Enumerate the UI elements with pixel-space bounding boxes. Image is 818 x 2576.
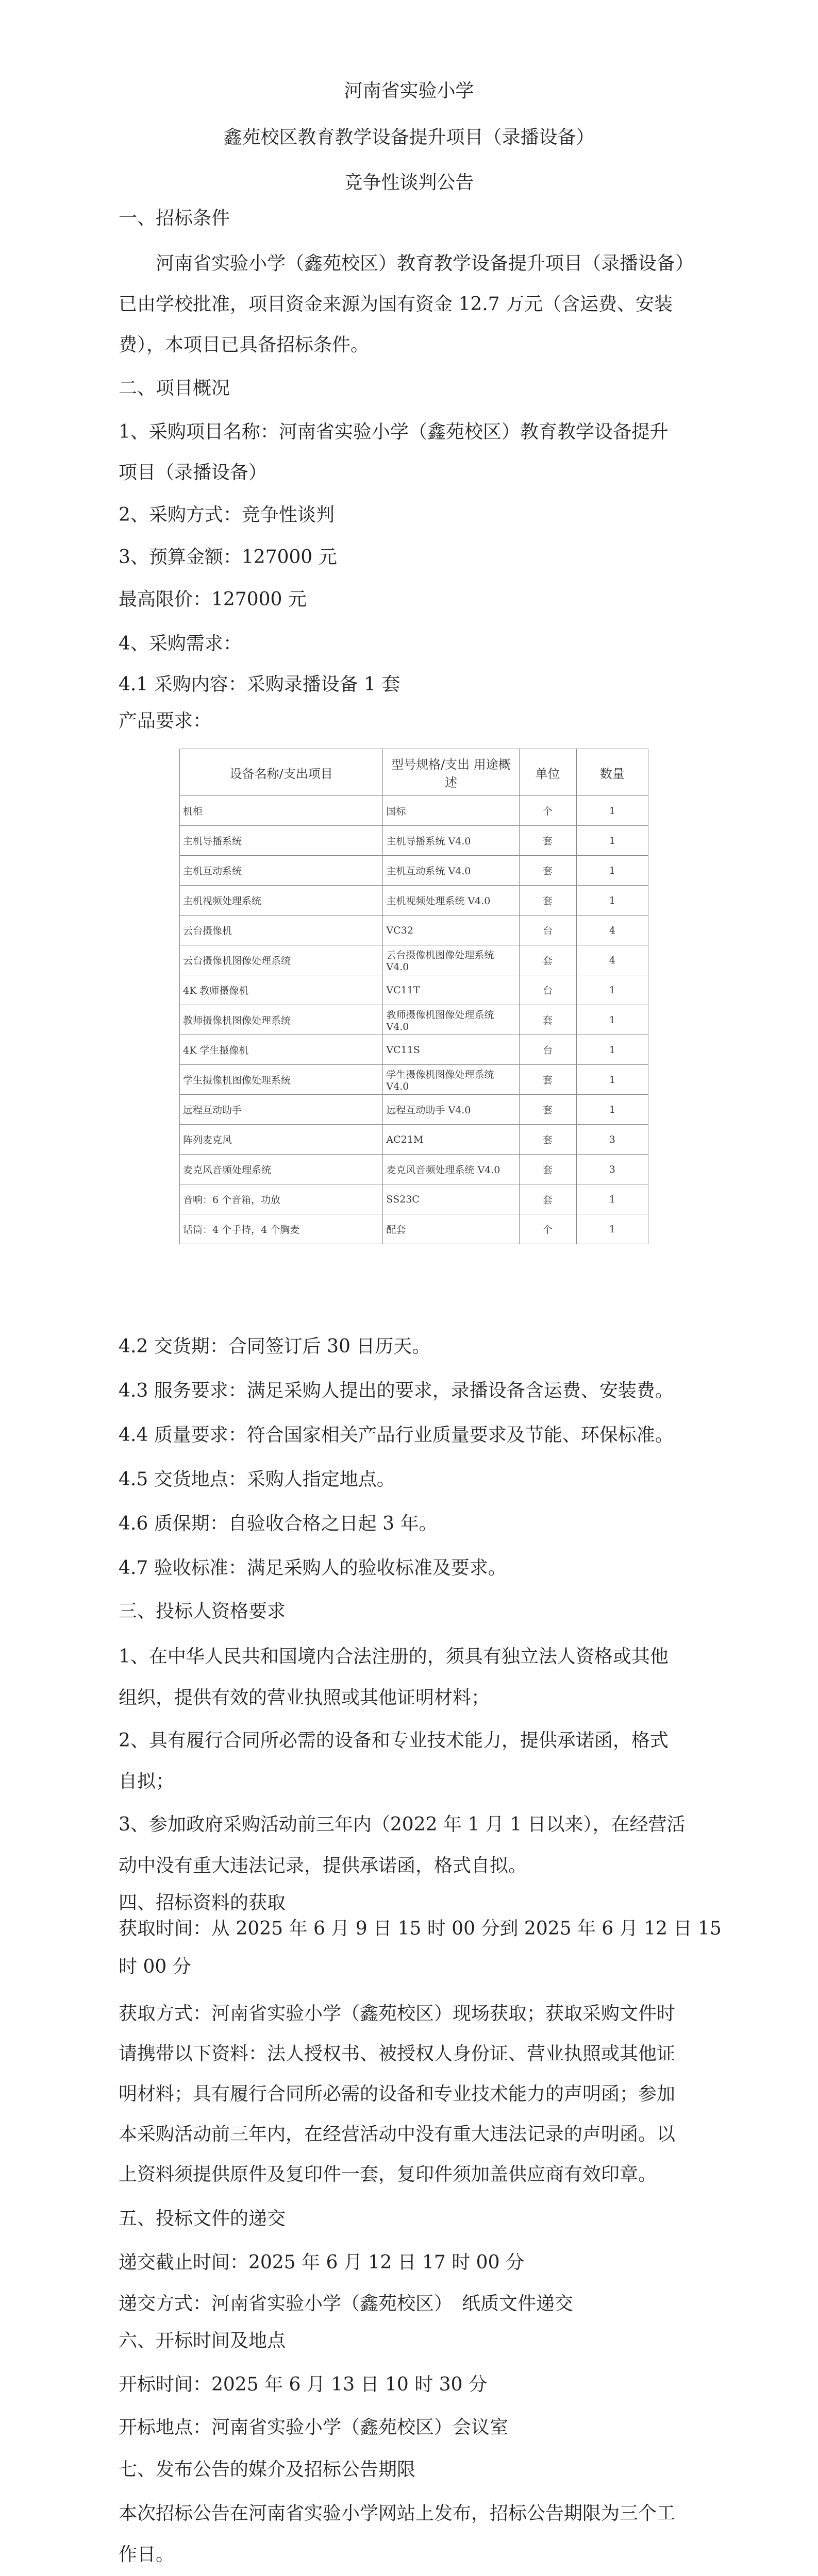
table-cell: 台	[519, 916, 576, 945]
table-row	[180, 1184, 648, 1214]
table-cell: 套	[519, 1095, 576, 1125]
table-header-row	[180, 749, 648, 796]
obtain-way-line-1: 获取方式：河南省实验小学（鑫苑校区）现场获取；获取采购文件时	[119, 2003, 676, 2024]
table-cell: 套	[519, 1125, 576, 1155]
section-heading-bid-opening: 六、开标时间及地点	[119, 2330, 286, 2351]
table-cell: 远程互动助手 V4.0	[383, 1095, 519, 1125]
table-cell: 配套	[383, 1214, 519, 1244]
table-cell: 学生摄像机图像处理系统 V4.0	[383, 1065, 519, 1095]
table-row	[180, 796, 648, 826]
table-row	[180, 826, 648, 856]
table-cell: 机柜	[180, 796, 383, 826]
table-row	[180, 886, 648, 916]
table-header-cell: 数量	[576, 749, 648, 796]
table-header-cell: 型号规格/支出 用途概述	[383, 749, 519, 796]
table-row	[180, 975, 648, 1005]
table-row	[180, 1065, 648, 1095]
table-cell: 麦克风音频处理系统 V4.0	[383, 1155, 519, 1184]
delivery-place: 4.5 交货地点：采购人指定地点。	[119, 1469, 395, 1490]
table-cell: 个	[519, 796, 576, 826]
table-cell: 3	[576, 1155, 648, 1184]
product-requirements-label: 产品要求：	[119, 710, 212, 732]
section-heading-project-overview: 二、项目概况	[119, 378, 230, 399]
table-row	[180, 1035, 648, 1065]
table-cell: 个	[519, 1214, 576, 1244]
table-cell: 4K 学生摄像机	[180, 1035, 383, 1065]
section-heading-publication: 七、发布公告的媒介及招标公告期限	[119, 2459, 416, 2480]
section-heading-submission: 五、投标文件的递交	[119, 2208, 286, 2229]
table-row	[180, 1095, 648, 1125]
conditions-line-3: 费），本项目已具备招标条件。	[119, 334, 370, 355]
conditions-line-2: 已由学校批准，项目资金来源为国有资金 12.7 万元（含运费、安装	[119, 294, 673, 315]
table-cell: 套	[519, 1184, 576, 1214]
equipment-table	[179, 749, 648, 1244]
qualification-1-line-2: 组织，提供有效的营业执照或其他证明材料；	[119, 1687, 490, 1708]
table-row	[180, 945, 648, 975]
table-cell: 套	[519, 826, 576, 856]
table-cell: VC11T	[383, 975, 519, 1005]
table-cell: 1	[576, 886, 648, 916]
table-header-cell: 设备名称/支出项目	[180, 749, 383, 796]
table-cell: SS23C	[383, 1184, 519, 1214]
procurement-method: 2、采购方式：竞争性谈判	[119, 504, 335, 526]
table-cell: 1	[576, 1065, 648, 1095]
quality-requirements: 4.4 质量要求：符合国家相关产品行业质量要求及节能、环保标准。	[119, 1425, 674, 1446]
submission-method: 递交方式：河南省实验小学（鑫苑校区） 纸质文件递交	[119, 2293, 574, 2314]
table-cell: 阵列麦克风	[180, 1125, 383, 1155]
table-cell: 主机互动系统 V4.0	[383, 856, 519, 886]
table-row	[180, 856, 648, 886]
table-cell: 主机导播系统	[180, 826, 383, 856]
publication-line-1: 本次招标公告在河南省实验小学网站上发布，招标公告期限为三个工	[119, 2503, 676, 2524]
delivery-period: 4.2 交货期：合同签订后 30 日历天。	[119, 1336, 431, 1357]
table-cell: 套	[519, 945, 576, 975]
table-cell: 国标	[383, 796, 519, 826]
obtain-way-line-2: 请携带以下资料：法人授权书、被授权人身份证、营业执照或其他证	[119, 2043, 676, 2064]
table-cell: 套	[519, 1065, 576, 1095]
qualification-3-line-2: 动中没有重大违法记录，提供承诺函，格式自拟。	[119, 1855, 527, 1876]
table-cell: 台	[519, 1035, 576, 1065]
table-cell: 套	[519, 856, 576, 886]
submission-deadline: 递交截止时间：2025 年 6 月 12 日 17 时 00 分	[119, 2252, 524, 2273]
table-cell: 1	[576, 856, 648, 886]
table-cell: 1	[576, 1035, 648, 1065]
section-heading-bidder-qualifications: 三、投标人资格要求	[119, 1601, 286, 1622]
table-cell: 教师摄像机图像处理系统	[180, 1005, 383, 1035]
table-cell: 远程互动助手	[180, 1095, 383, 1125]
table-cell: 主机视频处理系统 V4.0	[383, 886, 519, 916]
table-cell: AC21M	[383, 1125, 519, 1155]
project-name-line-1: 1、采购项目名称：河南省实验小学（鑫苑校区）教育教学设备提升	[119, 421, 669, 443]
conditions-line-1: 河南省实验小学（鑫苑校区）教育教学设备提升项目（录播设备）	[156, 253, 694, 274]
table-row	[180, 1005, 648, 1035]
obtain-way-line-5: 上资料须提供原件及复印件一套，复印件须加盖供应商有效印章。	[119, 2164, 657, 2185]
table-cell: 云台摄像机图像处理系统	[180, 945, 383, 975]
table-cell: 教师摄像机图像处理系统 V4.0	[383, 1005, 519, 1035]
table-cell: 4K 教师摄像机	[180, 975, 383, 1005]
table-cell: 学生摄像机图像处理系统	[180, 1065, 383, 1095]
table-cell: VC11S	[383, 1035, 519, 1065]
table-cell: 4	[576, 916, 648, 945]
qualification-1-line-1: 1、在中华人民共和国境内合法注册的，须具有独立法人资格或其他	[119, 1646, 669, 1667]
section-heading-tender-conditions: 一、招标条件	[119, 208, 230, 229]
table-cell: 台	[519, 975, 576, 1005]
table-cell: 3	[576, 1125, 648, 1155]
table-row	[180, 1214, 648, 1244]
publication-line-2: 作日。	[119, 2544, 175, 2565]
project-title: 鑫苑校区教育教学设备提升项目（录播设备）	[223, 127, 595, 148]
table-cell: 主机互动系统	[180, 856, 383, 886]
acceptance-standard: 4.7 验收标准：满足采购人的验收标准及要求。	[119, 1557, 507, 1579]
warranty-period: 4.6 质保期：自验收合格之日起 3 年。	[119, 1513, 438, 1534]
table-cell: 1	[576, 1214, 648, 1244]
obtain-time-line-1: 获取时间：从 2025 年 6 月 9 日 15 时 00 分到 2025 年 6 月 12 日 15	[119, 1918, 722, 1939]
table-cell: 话筒：4 个手持，4 个胸麦	[180, 1214, 383, 1244]
table-cell: 1	[576, 1184, 648, 1214]
org-title: 河南省实验小学	[344, 80, 474, 101]
table-cell: 套	[519, 1005, 576, 1035]
table-header-cell: 单位	[519, 749, 576, 796]
qualification-2-line-2: 自拟；	[119, 1771, 175, 1792]
table-cell: 4	[576, 945, 648, 975]
section-heading-obtain-documents: 四、招标资料的获取	[119, 1892, 286, 1913]
project-name-line-2: 项目（录播设备）	[119, 462, 268, 483]
service-requirements: 4.3 服务要求：满足采购人提出的要求，录播设备含运费、安装费。	[119, 1380, 674, 1401]
table-cell: 主机导播系统 V4.0	[383, 826, 519, 856]
obtain-way-line-4: 本采购活动前三年内，在经营活动中没有重大违法记录的声明函。以	[119, 2124, 676, 2145]
table-cell: 1	[576, 826, 648, 856]
table-row	[180, 1125, 648, 1155]
procurement-content: 4.1 采购内容：采购录播设备 1 套	[119, 674, 400, 695]
table-cell: 1	[576, 1095, 648, 1125]
obtain-way-line-3: 明材料；具有履行合同所必需的设备和专业技术能力的声明函；参加	[119, 2083, 676, 2105]
table-row	[180, 1155, 648, 1184]
qualification-2-line-1: 2、具有履行合同所必需的设备和专业技术能力，提供承诺函，格式	[119, 1730, 669, 1751]
table-cell: 云台摄像机图像处理系统 V4.0	[383, 945, 519, 975]
budget-amount: 3、预算金额：127000 元	[119, 547, 337, 568]
table-cell: VC32	[383, 916, 519, 945]
table-cell: 1	[576, 796, 648, 826]
bid-opening-place: 开标地点：河南省实验小学（鑫苑校区）会议室	[119, 2417, 509, 2438]
table-cell: 套	[519, 886, 576, 916]
table-cell: 音响：6 个音箱，功放	[180, 1184, 383, 1214]
table-cell: 1	[576, 975, 648, 1005]
max-price: 最高限价：127000 元	[119, 589, 307, 610]
table-cell: 麦克风音频处理系统	[180, 1155, 383, 1184]
table-cell: 主机视频处理系统	[180, 886, 383, 916]
procurement-needs-label: 4、采购需求：	[119, 633, 242, 654]
qualification-3-line-1: 3、参加政府采购活动前三年内（2022 年 1 月 1 日以来），在经营活	[119, 1814, 686, 1835]
table-cell: 云台摄像机	[180, 916, 383, 945]
announcement-type-title: 竞争性谈判公告	[344, 172, 474, 193]
table-cell: 套	[519, 1155, 576, 1184]
table-row	[180, 916, 648, 945]
bid-opening-time: 开标时间：2025 年 6 月 13 日 10 时 30 分	[119, 2374, 487, 2395]
obtain-time-line-2: 时 00 分	[119, 1956, 191, 1977]
table-cell: 1	[576, 1005, 648, 1035]
